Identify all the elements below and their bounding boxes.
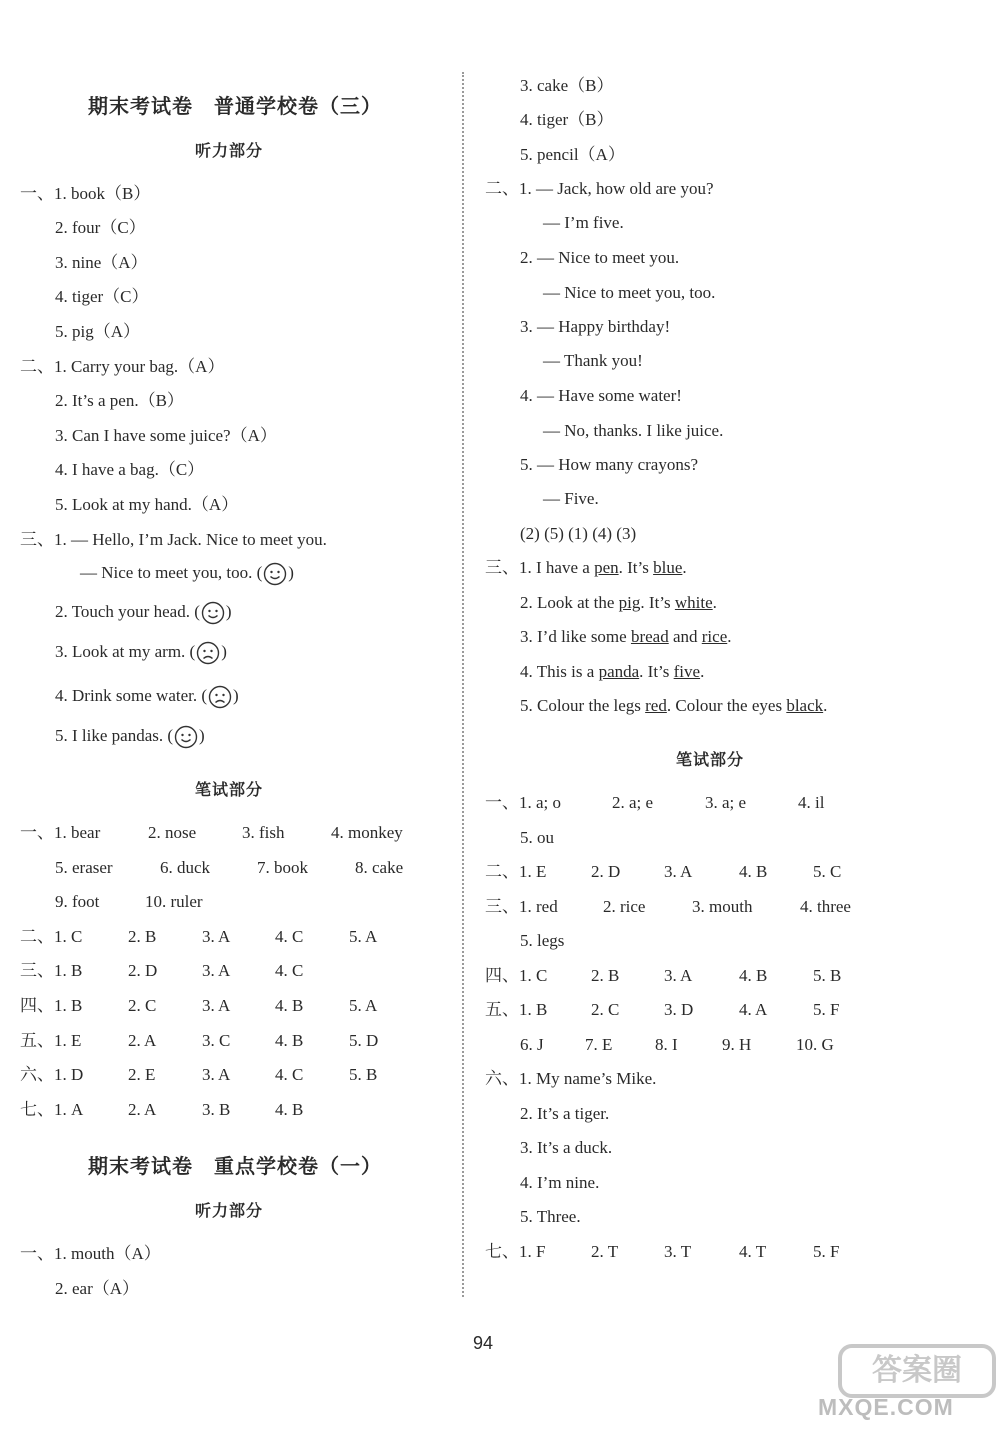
answer-item: 五、1. E — [20, 1031, 82, 1050]
answer-item: 3. T — [664, 1242, 692, 1261]
answer-line: — Thank you! — [543, 351, 643, 370]
listening-heading-1: 听力部分 — [195, 141, 264, 160]
answer-item: 8. I — [655, 1035, 678, 1054]
answer-sentence — [520, 626, 732, 648]
smiley-face-icon — [201, 601, 225, 625]
underlined-answer: five — [673, 662, 701, 681]
answer-line-face — [80, 562, 294, 586]
answer-line: 六、1. My name’s Mike. — [485, 1069, 657, 1088]
underlined-answer: blue — [653, 558, 683, 577]
section-title-2: 期末考试卷 重点学校卷（一） — [88, 1154, 382, 1178]
answer-item: 9. H — [722, 1035, 752, 1054]
answer-text: 2. Touch your head. ( — [55, 602, 200, 621]
sentence-text: . — [700, 662, 705, 681]
sentence-text: . It’s — [618, 558, 654, 577]
answer-line: 一、1. book（B） — [20, 184, 151, 203]
answer-item: 9. foot — [55, 892, 100, 911]
sad-face-icon — [208, 685, 232, 709]
answer-item: 3. A — [664, 862, 693, 881]
answer-item: 4. B — [275, 1031, 304, 1050]
answer-item: 七、1. F — [485, 1242, 546, 1261]
answer-item: 2. D — [128, 961, 158, 980]
answer-order: (2) (5) (1) (4) (3) — [520, 524, 637, 543]
answer-text: 3. Look at my arm. ( — [55, 642, 196, 661]
sentence-text: . — [727, 627, 732, 646]
underlined-answer: rice — [701, 627, 728, 646]
close-paren: ) — [225, 602, 232, 621]
writing-heading-1: 笔试部分 — [195, 780, 264, 799]
answer-item: 3. a; e — [705, 793, 747, 812]
answer-item: 四、1. C — [485, 966, 548, 985]
answer-line-face — [55, 601, 232, 625]
answer-item: 2. D — [591, 862, 621, 881]
close-paren: ) — [233, 686, 239, 705]
answer-item: 2. a; e — [612, 793, 654, 812]
answer-line: 5. Look at my hand.（A） — [55, 495, 239, 514]
answer-item: 8. cake — [355, 858, 404, 877]
close-paren: ) — [288, 563, 294, 582]
answer-item: 10. G — [796, 1035, 834, 1054]
answer-item: 5. F — [813, 1000, 840, 1019]
answer-line: 5. Three. — [520, 1207, 581, 1226]
sentence-text: 3. I’d like some — [520, 627, 631, 646]
answer-item: 2. rice — [603, 897, 646, 916]
answer-item: 4. C — [275, 961, 304, 980]
answer-item: 4. C — [275, 927, 304, 946]
answer-line: 2. It’s a pen.（B） — [55, 391, 184, 410]
answer-item: 4. B — [739, 966, 768, 985]
answer-item: 5. legs — [520, 931, 565, 950]
sentence-text: . Colour the eyes — [666, 696, 787, 715]
answer-line: 2. four（C） — [55, 218, 146, 237]
answer-line: — Five. — [543, 489, 599, 508]
answer-item: 三、1. B — [20, 961, 83, 980]
sentence-text: . It’s — [640, 593, 675, 612]
answer-item: 4. T — [739, 1242, 767, 1261]
answer-item: 4. monkey — [331, 823, 403, 842]
answer-line: — No, thanks. I like juice. — [543, 421, 724, 440]
underlined-answer: panda — [598, 662, 640, 681]
answer-item: 2. nose — [148, 823, 197, 842]
answer-item: 10. ruler — [145, 892, 203, 911]
answer-line: 4. tiger（B） — [520, 110, 614, 129]
answer-item: 5. eraser — [55, 858, 113, 877]
answer-item: 7. E — [585, 1035, 613, 1054]
answer-item: 六、1. D — [20, 1065, 84, 1084]
answer-item: 4. il — [798, 793, 825, 812]
answer-item: 3. fish — [242, 823, 285, 842]
answer-item: 2. C — [128, 996, 157, 1015]
answer-sentence — [520, 661, 704, 683]
answer-item: 4. A — [739, 1000, 768, 1019]
sentence-text: 4. This is a — [520, 662, 599, 681]
underlined-answer: red — [645, 696, 667, 715]
answer-item: 3. A — [202, 927, 231, 946]
answer-line: 2. — Nice to meet you. — [520, 248, 680, 267]
answer-item: 4. three — [800, 897, 851, 916]
answer-line: 3. cake（B） — [520, 76, 614, 95]
answer-item: 三、1. red — [485, 897, 558, 916]
underlined-answer: white — [674, 593, 713, 612]
sentence-text: 5. Colour the legs — [520, 696, 646, 715]
answer-item: 一、1. bear — [20, 823, 101, 842]
answer-line: 3. nine（A） — [55, 253, 148, 272]
underlined-answer: pig — [618, 593, 641, 612]
answer-item: 五、1. B — [485, 1000, 548, 1019]
smiley-face-icon — [263, 562, 287, 586]
answer-item: 4. B — [739, 862, 768, 881]
answer-item: 2. B — [591, 966, 620, 985]
underlined-answer: bread — [630, 627, 669, 646]
page-number: 94 — [473, 1333, 494, 1353]
writing-heading-2: 笔试部分 — [676, 750, 745, 769]
answer-item: 3. A — [202, 961, 231, 980]
close-paren: ) — [221, 642, 227, 661]
answer-item: 3. C — [202, 1031, 231, 1050]
answer-line: 3. Can I have some juice?（A） — [55, 426, 277, 445]
answer-line-face — [55, 725, 205, 749]
answer-item: 4. B — [275, 996, 304, 1015]
answer-item: 3. A — [664, 966, 693, 985]
sentence-text: . It’s — [639, 662, 674, 681]
answer-item: 四、1. B — [20, 996, 83, 1015]
watermark-logo: 答案圈 — [838, 1344, 996, 1398]
listening-heading-2: 听力部分 — [195, 1201, 264, 1220]
answer-item: 4. C — [275, 1065, 304, 1084]
sentence-text: . — [712, 593, 717, 612]
answer-item: 2. C — [591, 1000, 620, 1019]
answer-text: — Nice to meet you, too. ( — [80, 563, 263, 582]
answer-line: 4. I’m nine. — [520, 1173, 600, 1192]
answer-sentence — [485, 557, 687, 579]
answer-item: 5. ou — [520, 828, 554, 847]
answer-text: 4. Drink some water. ( — [55, 686, 208, 705]
answer-item: 5. A — [349, 996, 378, 1015]
answer-item: 2. A — [128, 1100, 157, 1119]
watermark — [818, 1344, 986, 1424]
answer-line: — I’m five. — [543, 213, 624, 232]
answer-line: 2. It’s a tiger. — [520, 1104, 610, 1123]
answer-sentence — [520, 592, 717, 614]
column-divider — [462, 72, 464, 1297]
answer-line: 二、1. Carry your bag.（A） — [20, 357, 225, 376]
answer-item: 二、1. E — [485, 862, 547, 881]
answer-item: 3. A — [202, 996, 231, 1015]
underlined-answer: black — [786, 696, 824, 715]
answer-item: 2. T — [591, 1242, 619, 1261]
answer-item: 7. book — [257, 858, 308, 877]
answer-line-face — [55, 641, 227, 665]
sentence-text: 2. Look at the — [520, 593, 619, 612]
section-title-1: 期末考试卷 普通学校卷（三） — [88, 94, 382, 118]
answer-item: 5. B — [349, 1065, 378, 1084]
answer-text: 5. I like pandas. ( — [55, 726, 174, 745]
answer-item: 5. C — [813, 862, 842, 881]
answer-sentence — [520, 695, 827, 717]
answer-line: 4. — Have some water! — [520, 386, 682, 405]
answer-item: 5. D — [349, 1031, 379, 1050]
sentence-text: . — [823, 696, 828, 715]
sad-face-icon — [196, 641, 220, 665]
answer-item: 3. A — [202, 1065, 231, 1084]
answer-line: — Nice to meet you, too. — [543, 283, 716, 302]
answer-line: 三、1. — Hello, I’m Jack. Nice to meet you. — [20, 530, 327, 549]
answer-item: 6. J — [520, 1035, 544, 1054]
sentence-text: 三、1. I have a — [485, 558, 595, 577]
answer-item: 2. E — [128, 1065, 156, 1084]
answer-line: 4. tiger（C） — [55, 287, 149, 306]
answer-item: 七、1. A — [20, 1100, 84, 1119]
answer-line: 3. It’s a duck. — [520, 1138, 613, 1157]
answer-item: 二、1. C — [20, 927, 83, 946]
answer-line: 5. — How many crayons? — [520, 455, 698, 474]
answer-item: 4. B — [275, 1100, 304, 1119]
answer-line: 5. pig（A） — [55, 322, 140, 341]
watermark-url: MXQE.COM — [818, 1394, 954, 1420]
answer-item: 3. D — [664, 1000, 694, 1019]
sentence-text: and — [668, 627, 702, 646]
answer-item: 5. A — [349, 927, 378, 946]
answer-line: 4. I have a bag.（C） — [55, 460, 205, 479]
answer-line: 2. ear（A） — [55, 1279, 140, 1298]
answer-item: 2. B — [128, 927, 157, 946]
answer-line: 5. pencil（A） — [520, 145, 625, 164]
answer-line-face — [55, 685, 239, 709]
close-paren: ) — [199, 726, 205, 745]
answer-line: 一、1. mouth（A） — [20, 1244, 161, 1263]
sentence-text: . — [682, 558, 687, 577]
answer-item: 3. B — [202, 1100, 231, 1119]
underlined-answer: pen — [594, 558, 619, 577]
answer-item: 6. duck — [160, 858, 211, 877]
answer-item: 5. B — [813, 966, 842, 985]
answer-item: 一、1. a; o — [485, 793, 562, 812]
answer-item: 3. mouth — [692, 897, 753, 916]
smiley-face-icon — [174, 725, 198, 749]
answer-line: 3. — Happy birthday! — [520, 317, 671, 336]
answer-item: 2. A — [128, 1031, 157, 1050]
answer-item: 5. F — [813, 1242, 840, 1261]
answer-line: 二、1. — Jack, how old are you? — [485, 179, 714, 198]
